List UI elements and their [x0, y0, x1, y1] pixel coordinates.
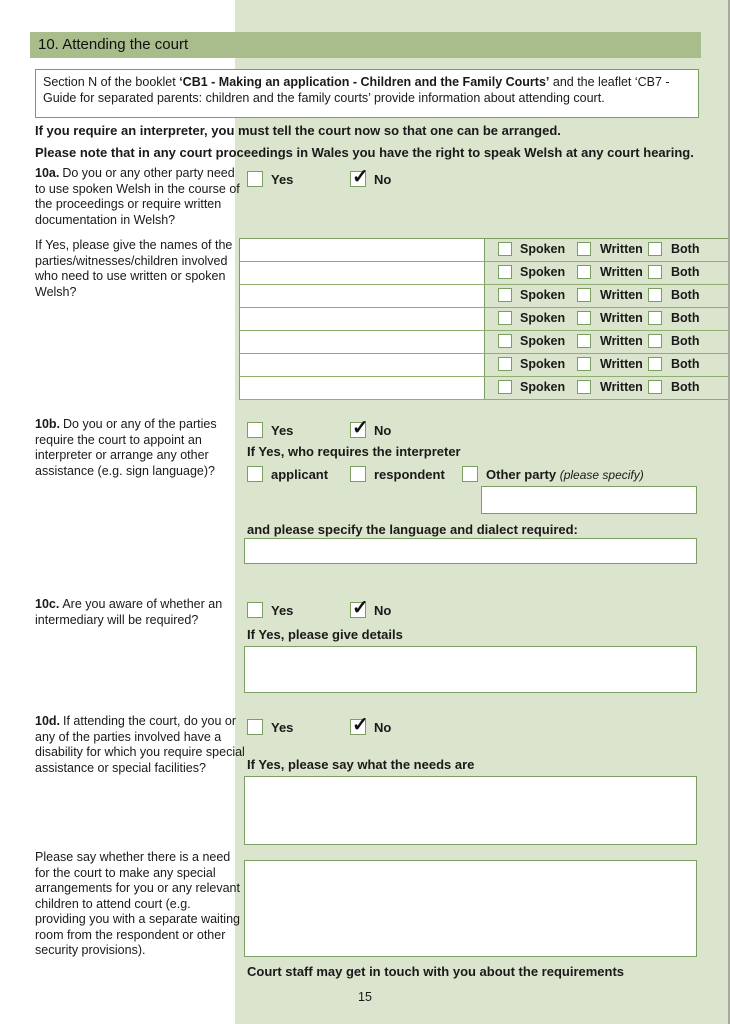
- welsh-name-cell: [239, 354, 485, 376]
- language-input[interactable]: [244, 538, 697, 564]
- written-checkbox[interactable]: [577, 242, 591, 256]
- spoken-label: Spoken: [520, 380, 566, 394]
- welsh-row: [239, 377, 728, 400]
- spoken-label: Spoken: [520, 288, 566, 302]
- welsh-name-input[interactable]: [240, 377, 484, 399]
- written-checkbox[interactable]: [577, 288, 591, 302]
- both-checkbox[interactable]: [648, 311, 662, 325]
- q10c-number: 10c.: [35, 597, 60, 611]
- written-label: Written: [600, 357, 643, 371]
- interpreter-who-prompt: If Yes, who requires the interpreter: [247, 444, 461, 459]
- welsh-name-cell: [239, 377, 485, 399]
- both-checkbox[interactable]: [648, 288, 662, 302]
- q10c-details-textarea[interactable]: [244, 646, 697, 693]
- page-number: 15: [358, 990, 372, 1004]
- spoken-checkbox[interactable]: [498, 311, 512, 325]
- q10b-label: [35, 417, 240, 479]
- q10d-no-label: No: [374, 720, 392, 735]
- spoken-checkbox[interactable]: [498, 288, 512, 302]
- welsh-row: [239, 331, 728, 354]
- both-checkbox[interactable]: [648, 265, 662, 279]
- welsh-row: [239, 262, 728, 285]
- q10d-question: If attending the court, do you or any of the parties involved have a disability for which you require special assistance or special facilities?: [35, 714, 245, 775]
- section-header: [30, 32, 701, 58]
- q10b-yes-label: Yes: [271, 423, 294, 438]
- written-label: Written: [600, 334, 643, 348]
- welsh-note: Please note that in any court proceedings in Wales you have the right to speak Welsh at any court hearing.: [35, 145, 694, 160]
- spoken-checkbox[interactable]: [498, 334, 512, 348]
- respondent-label: respondent: [374, 467, 445, 482]
- written-checkbox[interactable]: [577, 311, 591, 325]
- q10c-no-label: No: [374, 603, 392, 618]
- spoken-label: Spoken: [520, 311, 566, 325]
- welsh-name-cell: [239, 262, 485, 284]
- q10c-no-checkbox[interactable]: [350, 602, 366, 618]
- welsh-names-prompt: If Yes, please give the names of the parties/witnesses/children involved who need to use written or spoken Welsh?: [35, 238, 233, 299]
- special-arrangements-label: Please say whether there is a need for the court to make any special arrangements for you or any relevant children to attend court (e.g. providing you with a separate waiting room from the respondent or other security provisions).: [35, 850, 240, 957]
- both-label: Both: [671, 334, 700, 348]
- written-checkbox[interactable]: [577, 357, 591, 371]
- welsh-names-table: [239, 238, 728, 400]
- both-checkbox[interactable]: [648, 380, 662, 394]
- welsh-row: [239, 285, 728, 308]
- q10c-yes-checkbox[interactable]: [247, 602, 263, 618]
- both-label: Both: [671, 265, 700, 279]
- welsh-name-input[interactable]: [240, 285, 484, 307]
- q10d-needs-prompt: If Yes, please say what the needs are: [247, 757, 475, 772]
- q10d-yes-label: Yes: [271, 720, 294, 735]
- info-text-pre: Section N of the booklet: [43, 75, 180, 89]
- q10b-no-checkbox[interactable]: [350, 422, 366, 438]
- applicant-checkbox[interactable]: [247, 466, 263, 482]
- spoken-label: Spoken: [520, 242, 566, 256]
- welsh-name-cell: [239, 239, 485, 261]
- q10b-number: 10b.: [35, 417, 61, 431]
- q10a-label: [35, 166, 240, 228]
- q10a-no-label: No: [374, 172, 392, 187]
- applicant-label: applicant: [271, 467, 329, 482]
- written-label: Written: [600, 380, 643, 394]
- welsh-row: [239, 354, 728, 377]
- both-label: Both: [671, 242, 700, 256]
- info-box: [35, 69, 699, 118]
- q10c-yes-label: Yes: [271, 603, 294, 618]
- interpreter-note: If you require an interpreter, you must tell the court now so that one can be arranged.: [35, 123, 561, 138]
- section-title: 10. Attending the court: [38, 36, 189, 53]
- q10b-question: Do you or any of the parties require the court to appoint an interpreter or arrange any other assistance (e.g. sign language)?: [35, 417, 217, 478]
- q10c-details-prompt: If Yes, please give details: [247, 627, 403, 642]
- written-checkbox[interactable]: [577, 265, 591, 279]
- spoken-label: Spoken: [520, 265, 566, 279]
- q10d-no-checkbox[interactable]: [350, 719, 366, 735]
- welsh-name-cell: [239, 285, 485, 307]
- q10c-label: [35, 597, 240, 628]
- special-arrangements-textarea[interactable]: [244, 860, 697, 957]
- written-checkbox[interactable]: [577, 334, 591, 348]
- other-party-label: Other party (please specify): [486, 467, 644, 482]
- spoken-checkbox[interactable]: [498, 357, 512, 371]
- respondent-checkbox[interactable]: [350, 466, 366, 482]
- both-checkbox[interactable]: [648, 242, 662, 256]
- both-label: Both: [671, 380, 700, 394]
- welsh-name-cell: [239, 308, 485, 330]
- written-checkbox[interactable]: [577, 380, 591, 394]
- welsh-name-cell: [239, 331, 485, 353]
- q10d-label: [35, 714, 247, 776]
- written-label: Written: [600, 265, 643, 279]
- q10a-yes-label: Yes: [271, 172, 294, 187]
- q10d-needs-textarea[interactable]: [244, 776, 697, 845]
- written-label: Written: [600, 242, 643, 256]
- both-label: Both: [671, 357, 700, 371]
- q10b-yes-checkbox[interactable]: [247, 422, 263, 438]
- welsh-name-input[interactable]: [240, 308, 484, 330]
- welsh-row: [239, 239, 728, 262]
- both-label: Both: [671, 311, 700, 325]
- spoken-label: Spoken: [520, 357, 566, 371]
- spoken-checkbox[interactable]: [498, 265, 512, 279]
- welsh-row: [239, 308, 728, 331]
- welsh-name-input[interactable]: [240, 239, 484, 261]
- welsh-name-input[interactable]: [240, 262, 484, 284]
- spoken-checkbox[interactable]: [498, 242, 512, 256]
- other-party-input[interactable]: [481, 486, 697, 514]
- q10c-question: Are you aware of whether an intermediary will be required?: [35, 597, 223, 627]
- language-prompt: and please specify the language and dialect required:: [247, 522, 578, 537]
- both-label: Both: [671, 288, 700, 302]
- spoken-label: Spoken: [520, 334, 566, 348]
- both-checkbox[interactable]: [648, 357, 662, 371]
- q10a-yes-checkbox[interactable]: [247, 171, 263, 187]
- both-checkbox[interactable]: [648, 334, 662, 348]
- info-text-bold: ‘CB1 - Making an application - Children and the Family Courts’: [179, 75, 550, 89]
- q10d-yes-checkbox[interactable]: [247, 719, 263, 735]
- written-label: Written: [600, 288, 643, 302]
- info-text-post: and the leaflet ‘CB7 - Guide for separated parents: children and the family courts’ provide information about attending court.: [43, 75, 670, 105]
- q10b-no-label: No: [374, 423, 392, 438]
- welsh-name-input[interactable]: [240, 331, 484, 353]
- q10a-number: 10a.: [35, 166, 60, 180]
- please-specify-note: (please specify): [559, 468, 644, 482]
- spoken-checkbox[interactable]: [498, 380, 512, 394]
- q10a-no-checkbox[interactable]: [350, 171, 366, 187]
- q10d-number: 10d.: [35, 714, 61, 728]
- q10a-question: Do you or any other party need to use spoken Welsh in the course of the proceedings or require written documentation in Welsh?: [35, 166, 240, 227]
- written-label: Written: [600, 311, 643, 325]
- other-party-checkbox[interactable]: [462, 466, 478, 482]
- welsh-name-input[interactable]: [240, 354, 484, 376]
- court-staff-note: Court staff may get in touch with you about the requirements: [247, 964, 625, 979]
